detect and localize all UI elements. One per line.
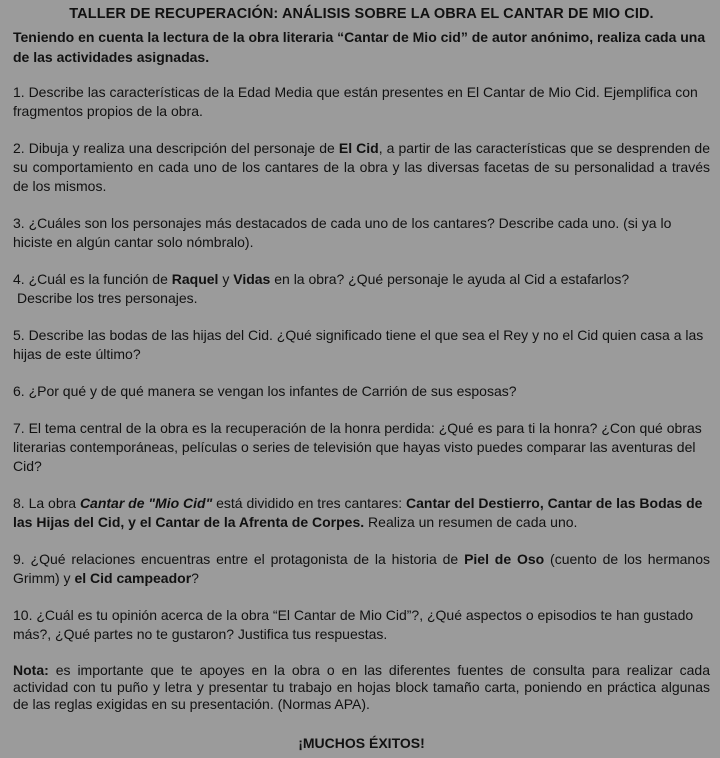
question-8 <box>13 494 710 532</box>
question-2-bold-el-cid: El Cid <box>338 140 379 156</box>
question-4 <box>13 270 710 308</box>
question-4-text-d: en la obra? ¿Qué personaje le ayuda al Cid a estafarlos? <box>270 271 630 287</box>
question-4-text-e: Describe los tres personajes. <box>17 290 198 306</box>
question-8-text-c: está dividido en tres cantares: <box>212 495 407 511</box>
question-9-text-c: (cuento de los hermanos Grimm) y <box>13 551 711 586</box>
note-text: es importante que te apoyes en la obra o en las diferentes fuentes de consulta para realizar cada actividad con tu puño y letra y presentar tu trabajo en hojas block tamaño carta, poniendo en práctica algunas de las reglas exigidas en su presentación. (Normas APA). <box>13 662 710 712</box>
question-9-text-a: 9. ¿Qué relaciones encuentras entre el protagonista de la historia de <box>13 551 465 567</box>
question-4-text-c: y <box>218 271 234 287</box>
closing-message: ¡MUCHOS ÉXITOS! <box>298 735 425 751</box>
question-1: 1. Describe las características de la Edad Media que están presentes en El Cantar de Mio Cid. Ejemplifica con fragmentos propios de la obra. <box>13 84 698 119</box>
question-8-bold-italic-title: Cantar de "Mio Cid" <box>79 495 213 511</box>
question-9-bold-el-cid-campeador: el Cid campeador <box>74 570 192 586</box>
page-title: TALLER DE RECUPERACIÓN: ANÁLISIS SOBRE LA OBRA EL CANTAR DE MIO CID. <box>69 6 654 22</box>
question-2-text-a: 2. Dibuja y realiza una descripción del personaje de <box>13 140 339 156</box>
question-2 <box>13 139 710 196</box>
question-8-bold-cantares: Cantar del Destierro, Cantar de las Bodas de las Hijas del Cid, y el Cantar de la Afrenta de Corpes. <box>13 495 703 530</box>
question-2-text-c: , a partir de las características que se desprenden de su comportamiento en cada uno de los cantares de la obra y las diversas facetas de su personalidad a través de los mismos. <box>13 140 711 194</box>
question-5: 5. Describe las bodas de las hijas del Cid. ¿Qué significado tiene el que sea el Rey y no el Cid quien casa a las hijas de este último? <box>13 327 704 362</box>
question-9 <box>13 550 710 588</box>
intro-paragraph: Teniendo en cuenta la lectura de la obra literaria “Cantar de Mio cid” de autor anónimo, realiza cada una de las actividades asignadas. <box>13 29 706 65</box>
question-4-bold-raquel: Raquel <box>171 271 219 287</box>
question-9-bold-piel-de-oso: Piel de Oso <box>464 551 545 567</box>
question-7: 7. El tema central de la obra es la recuperación de la honra perdida: ¿Qué es para ti la honra? ¿Con qué obras literarias contemporáneas, películas o series de televisión que hayas visto puedes comparar las aventuras del Cid? <box>13 420 702 474</box>
question-9-text-d: ? <box>191 570 199 586</box>
question-3: 3. ¿Cuáles son los personajes más destacados de cada uno de los cantares? Describe cada uno. (si ya lo hiciste en algún cantar solo nómbralo). <box>13 215 672 250</box>
note-paragraph <box>13 662 710 713</box>
question-10: 10. ¿Cuál es tu opinión acerca de la obra “El Cantar de Mio Cid”?, ¿Qué aspectos o episodios te han gustado más?, ¿Qué partes no te gustaron? Justifica tus respuestas. <box>13 607 694 642</box>
question-8-text-a: 8. La obra <box>13 495 80 511</box>
question-4-bold-vidas: Vidas <box>233 271 271 287</box>
question-4-text-a: 4. ¿Cuál es la función de <box>13 271 172 287</box>
question-8-text-d: Realiza un resumen de cada uno. <box>364 514 578 530</box>
note-label: Nota: <box>13 662 49 678</box>
question-6: 6. ¿Por qué y de qué manera se vengan los infantes de Carrión de sus esposas? <box>13 383 517 399</box>
